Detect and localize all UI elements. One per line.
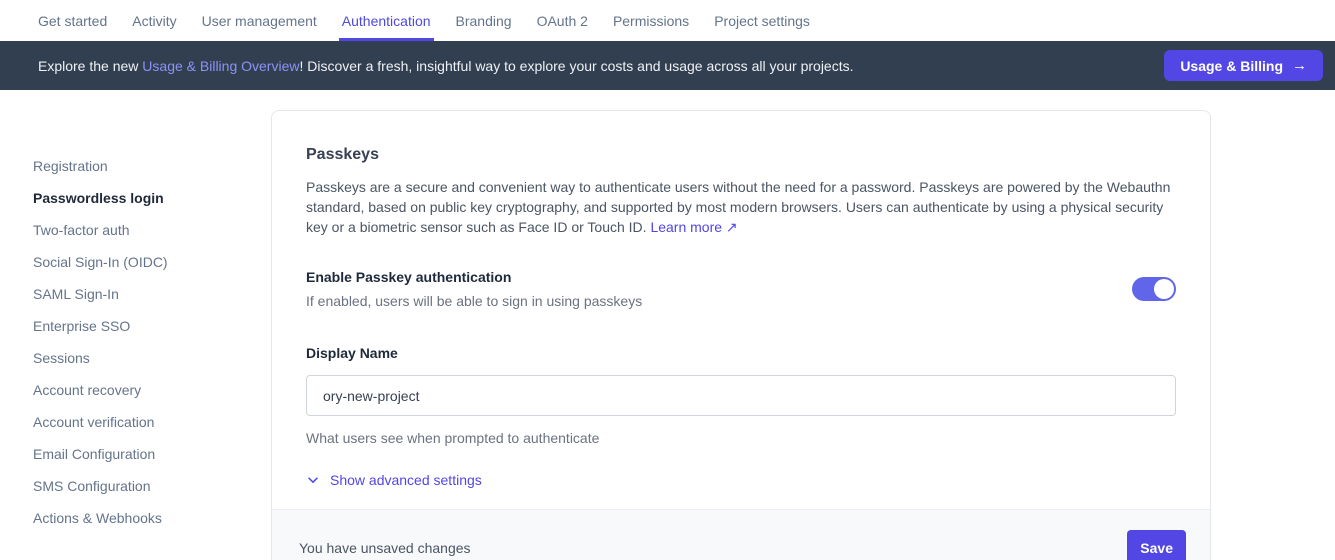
toggle-knob xyxy=(1154,279,1174,299)
banner-text-before: Explore the new xyxy=(38,57,143,74)
nav-tab-user-management[interactable]: User management xyxy=(201,12,317,29)
sidebar-item-email-configuration[interactable]: Email Configuration xyxy=(33,446,156,462)
usage-billing-banner xyxy=(0,41,1335,90)
settings-sidebar xyxy=(0,90,271,534)
usage-billing-button[interactable] xyxy=(1164,50,1323,81)
sidebar-item-registration[interactable]: Registration xyxy=(33,158,108,174)
unsaved-changes-bar xyxy=(272,509,1210,560)
chevron-down-icon xyxy=(306,473,320,487)
display-name-field xyxy=(306,343,1176,446)
nav-tab-activity[interactable]: Activity xyxy=(132,12,177,29)
display-name-label: Display Name xyxy=(306,345,398,361)
passkeys-settings-card xyxy=(271,110,1211,560)
passkeys-card-body xyxy=(272,111,1210,492)
arrow-right-icon: → xyxy=(1292,57,1307,74)
page-title: Passkeys xyxy=(306,146,379,163)
save-button[interactable]: Save xyxy=(1127,530,1186,560)
sidebar-item-two-factor-auth[interactable]: Two-factor auth xyxy=(33,222,130,238)
enable-passkey-labels xyxy=(306,267,642,311)
sidebar-item-sessions[interactable]: Sessions xyxy=(33,350,90,366)
nav-tab-authentication[interactable]: Authentication xyxy=(339,0,434,41)
nav-tab-get-started[interactable]: Get started xyxy=(38,12,108,29)
nav-tab-oauth2[interactable]: OAuth 2 xyxy=(536,12,588,29)
banner-text-after: ! Discover a fresh, insightful way to explore your costs and usage across all your projects. xyxy=(299,57,854,74)
sidebar-item-enterprise-sso[interactable]: Enterprise SSO xyxy=(33,318,131,334)
nav-tab-project-settings[interactable]: Project settings xyxy=(714,12,810,29)
enable-passkey-row xyxy=(306,267,1176,311)
show-advanced-settings-link[interactable] xyxy=(306,472,482,488)
show-advanced-settings-label: Show advanced settings xyxy=(330,472,482,488)
sidebar-item-actions-webhooks[interactable]: Actions & Webhooks xyxy=(33,510,162,526)
passkeys-description xyxy=(306,177,1176,237)
sidebar-item-account-recovery[interactable]: Account recovery xyxy=(33,382,142,398)
sidebar-item-sms-configuration[interactable]: SMS Configuration xyxy=(33,478,151,494)
display-name-input[interactable] xyxy=(306,375,1176,416)
usage-billing-overview-link[interactable]: Usage & Billing Overview xyxy=(142,57,300,74)
sidebar-item-account-verification[interactable]: Account verification xyxy=(33,414,155,430)
passkey-toggle[interactable] xyxy=(1132,277,1176,301)
display-name-help: What users see when prompted to authenticate xyxy=(306,430,600,446)
content-area xyxy=(0,90,1335,560)
nav-tab-branding[interactable]: Branding xyxy=(455,12,512,29)
passkeys-description-text: Passkeys are a secure and convenient way to authenticate users without the need for a password. Passkeys are powered by the Webauthn standard, based on public key cryptography, and supported by most modern browsers. Users can authenticate by using a physical security key or a biometric sensor such as Face ID or Touch ID. xyxy=(306,179,1171,235)
sidebar-item-saml-sign-in[interactable]: SAML Sign-In xyxy=(33,286,119,302)
learn-more-link[interactable] xyxy=(650,219,737,235)
unsaved-changes-text: You have unsaved changes xyxy=(299,540,471,556)
external-link-icon: ↗ xyxy=(725,219,738,235)
top-navigation xyxy=(0,0,1335,41)
nav-tab-permissions[interactable]: Permissions xyxy=(612,12,690,29)
learn-more-label: Learn more xyxy=(650,219,723,235)
enable-passkey-label: Enable Passkey authentication xyxy=(306,269,512,285)
enable-passkey-help: If enabled, users will be able to sign in using passkeys xyxy=(306,293,643,309)
banner-message xyxy=(38,58,854,74)
sidebar-item-passwordless-login[interactable]: Passwordless login xyxy=(33,190,164,206)
sidebar-item-social-sign-in-oidc[interactable]: Social Sign-In (OIDC) xyxy=(33,254,168,270)
usage-billing-button-label: Usage & Billing xyxy=(1180,57,1283,74)
